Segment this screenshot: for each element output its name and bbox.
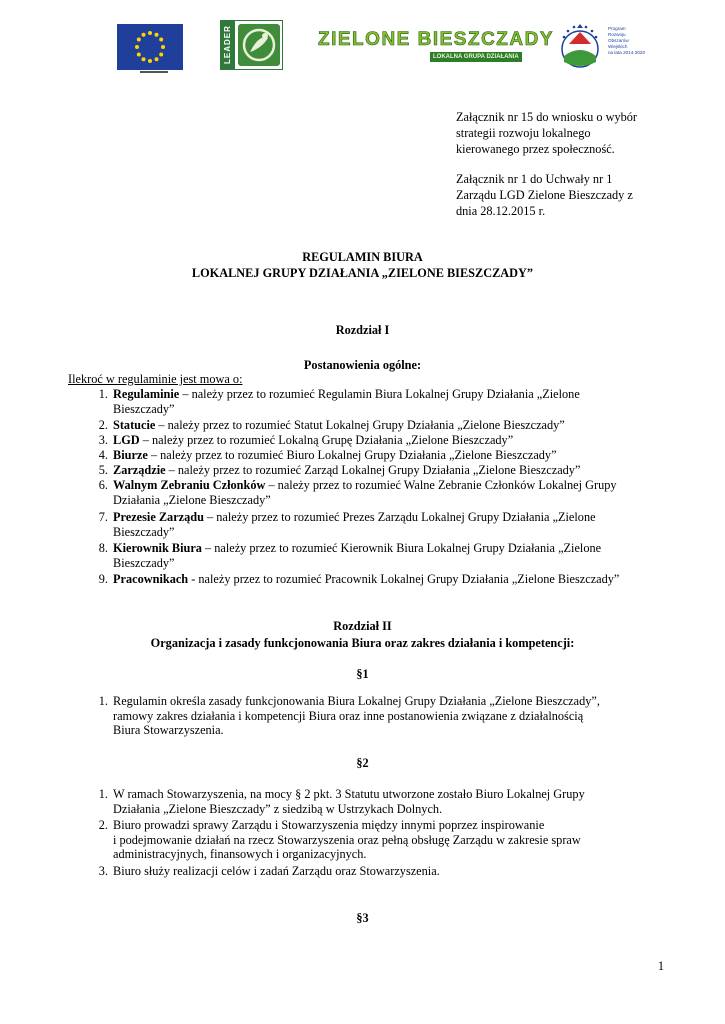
definition-item: Zarządzie – należy przez to rozumieć Zarząd Lokalnej Grupy Działania „Zielone Bieszczady” — [113, 463, 581, 477]
zielone-logo-subtitle: LOKALNA GRUPA DZIAŁANIA — [430, 52, 522, 62]
paragraph-item: Biuro prowadzi sprawy Zarządu i Stowarzyszenia między innymi poprzez inspirowanie i podejmowanie działań na rzecz Stowarzyszenia oraz pełną obsługę Zarządu w zakresie spraw administracyjnych, finansowych i organizacyjnych. — [113, 818, 581, 862]
definition-item: Walnym Zebraniu Członków – należy przez to rozumieć Walne Zebranie Członków Lokalnej Grupy Działania „Zielone Bieszczady” — [113, 478, 617, 507]
definition-number: 3. — [98, 433, 108, 447]
definition-item: Pracownikach - należy przez to rozumieć Pracownik Lokalnej Grupy Działania „Zielone Bieszczady” — [113, 572, 620, 586]
leader-logo — [220, 20, 283, 70]
definition-number: 9. — [98, 572, 108, 586]
prow-logo-text: Program Rozwoju Obszarów Wiejskich na lata 2014-2020 — [608, 26, 646, 55]
definitions-intro: Ilekroć w regulaminie jest mowa o: — [68, 372, 243, 386]
chapter-2-subheading: Organizacja i zasady funkcjonowania Biura oraz zakres działania i kompetencji: — [150, 636, 575, 650]
definition-number: 8. — [98, 541, 108, 555]
definition-item: Kierownik Biura – należy przez to rozumieć Kierownik Biura Lokalnej Grupy Działania „Zielone Bieszczady” — [113, 541, 602, 570]
section-sign-2: §2 — [356, 756, 369, 770]
zielone-bieszczady-logo — [318, 29, 555, 66]
definition-number: 7. — [98, 510, 108, 524]
definition-item: Regulaminie – należy przez to rozumieć Regulamin Biura Lokalnej Grupy Działania „Zielone Bieszczady” — [113, 387, 580, 416]
paragraph-number: 1. — [98, 694, 108, 708]
eu-flag-logo — [117, 24, 183, 70]
leader-label: LEADER — [221, 21, 235, 69]
eu-stars-icon — [117, 24, 183, 70]
section-sign-1: §1 — [356, 667, 369, 681]
definition-number: 6. — [98, 478, 108, 492]
attachment-note-2: Załącznik nr 1 do Uchwały nr 1 Zarządu LGD Zielone Bieszczady z dnia 28.12.2015 r. — [456, 172, 633, 218]
definition-number: 4. — [98, 448, 108, 462]
attachment-note-1: Załącznik nr 15 do wniosku o wybór strategii rozwoju lokalnego kierowanego przez społeczność. — [456, 110, 638, 156]
zielone-logo-text: ZIELONE BIESZCZADY — [318, 29, 555, 50]
document-title: REGULAMIN BIURA LOKALNEJ GRUPY DZIAŁANIA „ZIELONE BIESZCZADY” — [191, 250, 534, 280]
paragraph-item: W ramach Stowarzyszenia, na mocy § 2 pkt. 3 Statutu utworzone zostało Biuro Lokalnej Grupy Działania „Zielone Bieszczady” z siedzibą w Ustrzykach Dolnych. — [113, 787, 585, 816]
leader-emblem-icon — [238, 24, 280, 66]
chapter-1-heading: Rozdział I — [335, 323, 390, 337]
definition-item: Statucie – należy przez to rozumieć Statut Lokalnej Grupy Działania „Zielone Bieszczady” — [113, 418, 565, 432]
definition-item: Prezesie Zarządu – należy przez to rozumieć Prezes Zarządu Lokalnej Grupy Działania „Zielone Bieszczady” — [113, 510, 596, 539]
definition-number: 1. — [98, 387, 108, 401]
paragraph-item: Biuro służy realizacji celów i zadań Zarządu oraz Stowarzyszenia. — [113, 864, 440, 878]
prow-logo-icon — [555, 22, 605, 72]
paragraph-number: 1. — [98, 787, 108, 801]
chapter-1-subheading: Postanowienia ogólne: — [303, 358, 422, 372]
definition-item: Biurze – należy przez to rozumieć Biuro Lokalnej Grupy Działania „Zielone Bieszczady” — [113, 448, 557, 462]
page-number: 1 — [657, 959, 664, 973]
definition-item: LGD – należy przez to rozumieć Lokalną Grupę Działania „Zielone Bieszczady” — [113, 433, 514, 447]
section-sign-3: §3 — [356, 911, 369, 925]
paragraph-item: Regulamin określa zasady funkcjonowania Biura Lokalnej Grupy Działania „Zielone Bieszczady”, ramowy zakres działania i kompetencji Biura oraz inne postanowienia związane z działalnością Biura Stowarzyszenia. — [113, 694, 600, 738]
definition-number: 2. — [98, 418, 108, 432]
chapter-2-heading: Rozdział II — [333, 619, 392, 633]
paragraph-number: 3. — [98, 864, 108, 878]
eu-caption-line — [140, 71, 168, 73]
definition-number: 5. — [98, 463, 108, 477]
paragraph-number: 2. — [98, 818, 108, 832]
